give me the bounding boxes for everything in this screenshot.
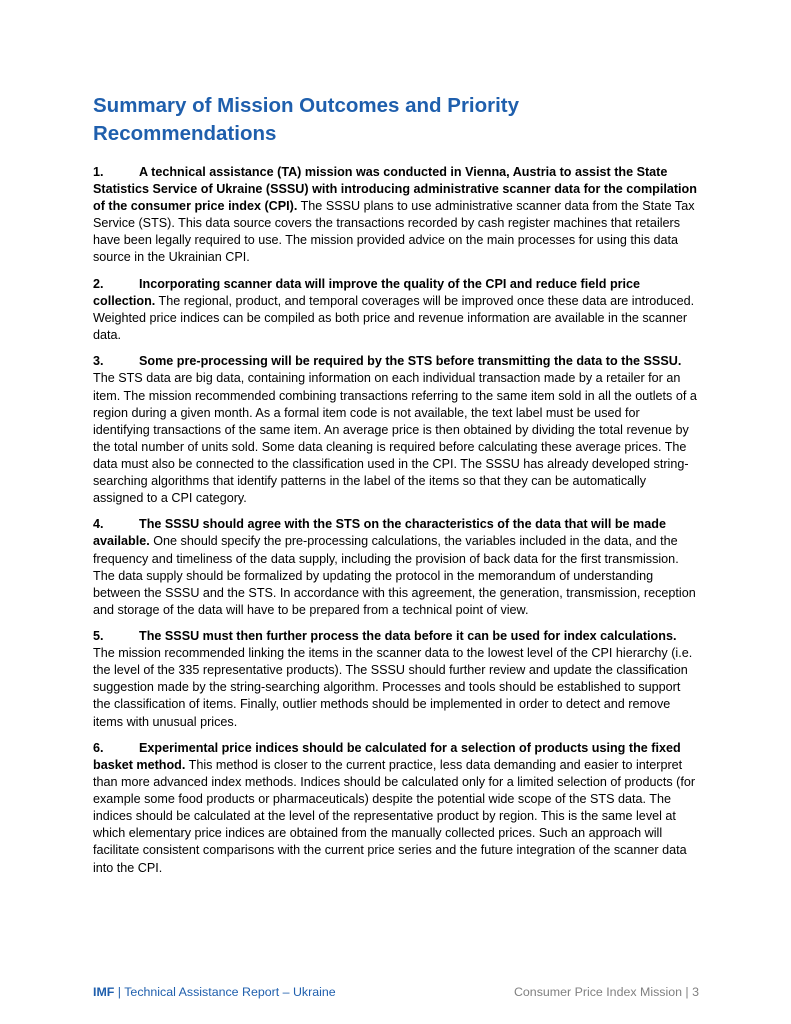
paragraph-body: The regional, product, and temporal coverages will be improved once these data are introduced. Weighted price indices can be compiled as both price and revenue information are available in the scanner data. xyxy=(93,293,695,343)
paragraph-2 xyxy=(93,276,699,344)
paragraph-number: 3. xyxy=(93,354,104,369)
footer-separator: | xyxy=(114,985,125,999)
paragraph-4 xyxy=(93,516,699,619)
paragraph-number: 6. xyxy=(93,740,104,755)
paragraph-6 xyxy=(93,740,699,877)
paragraph-number: 2. xyxy=(93,276,104,291)
paragraph-lead: Some pre-processing will be required by the STS before transmitting the data to the SSSU. xyxy=(139,354,682,369)
paragraph-body: The mission recommended linking the items in the scanner data to the lowest level of the CPI hierarchy (i.e. the level of the 335 representative products). The SSSU should further review and update the classification suggestion made by the string-searching algorithm. Processes and tools should be established to support the classification of items. Finally, outlier methods should be implemented in order to detect and remove items with unusual prices. xyxy=(93,646,693,729)
paragraph-lead: The SSSU should agree with the STS on the characteristics of the data that will be made available. xyxy=(93,517,666,549)
page-title: Summary of Mission Outcomes and Priority Recommendations xyxy=(93,94,520,145)
footer-report-title xyxy=(93,984,336,1000)
paragraph-number: 5. xyxy=(93,629,104,644)
paragraph-body: One should specify the pre-processing calculations, the variables included in the data, and the frequency and timeliness of the data supply, including the provision of back data for the first transmission. The data supply should be formalized by updating the protocol in the memorandum of understanding between the SSSU and the STS. In accordance with this agreement, the generation, transmission, reception and storage of the data will have to be prepared from a technical point of view. xyxy=(93,534,696,617)
footer-page-label: Consumer Price Index Mission | 3 xyxy=(513,985,699,999)
paragraph-3 xyxy=(93,353,699,507)
paragraph-body: This method is closer to the current practice, less data demanding and easier to interpret than more advanced index methods. Indices should be calculated only for a limited selection of products (for example some food products or pharmaceuticals) despite the potential wide scope of the STS data. The indices should be calculated at the level of the representative product by region. This is the same level at which elementary price indices are obtained from the manually collected prices. Such an approach will facilitate consistent comparisons with the current price series and the future integration of the scanner data into the CPI. xyxy=(93,757,696,875)
paragraph-lead: Experimental price indices should be calculated for a selection of products using the fixed basket method. xyxy=(93,740,681,772)
paragraph-1 xyxy=(93,164,699,267)
imf-brand: IMF xyxy=(93,985,115,999)
paragraph-body: The STS data are big data, containing information on each individual transaction made by a retailer for an item. The mission recommended combining transactions referring to the same item sold in all the outlets of a region during a given month. As a formal item code is not available, the text label must be used for identifying transactions of the same item. An average price is then obtained by dividing the total revenue by the total number of units sold. Some data cleaning is required before calculating these average prices. The data must also be connected to the classification used in the CPI. The SSSU has already developed string-searching algorithms that identify patterns in the label of the items so that they can be automatically assigned to a CPI category. xyxy=(93,371,697,506)
paragraph-lead: A technical assistance (TA) mission was conducted in Vienna, Austria to assist the State Statistics Service of Ukraine (SSSU) with introducing administrative scanner data for the compilation of the consumer price index (CPI). xyxy=(93,165,697,214)
summary-body xyxy=(93,164,699,886)
paragraph-body: The SSSU plans to use administrative scanner data from the State Tax Service (STS). This data source covers the transactions recorded by cash register machines that retailers have been legally required to use. The mission provided advice on the main processes for using this data source in the Ukrainian CPI. xyxy=(93,199,695,265)
paragraph-number: 4. xyxy=(93,517,104,532)
paragraph-lead: Incorporating scanner data will improve the quality of the CPI and reduce field price collection. xyxy=(93,276,641,308)
paragraph-lead: The SSSU must then further process the data before it can be used for index calculations. xyxy=(139,629,677,644)
footer-report-name: Technical Assistance Report – Ukraine xyxy=(124,985,336,999)
paragraph-number: 1. xyxy=(93,165,104,179)
paragraph-5 xyxy=(93,628,699,731)
